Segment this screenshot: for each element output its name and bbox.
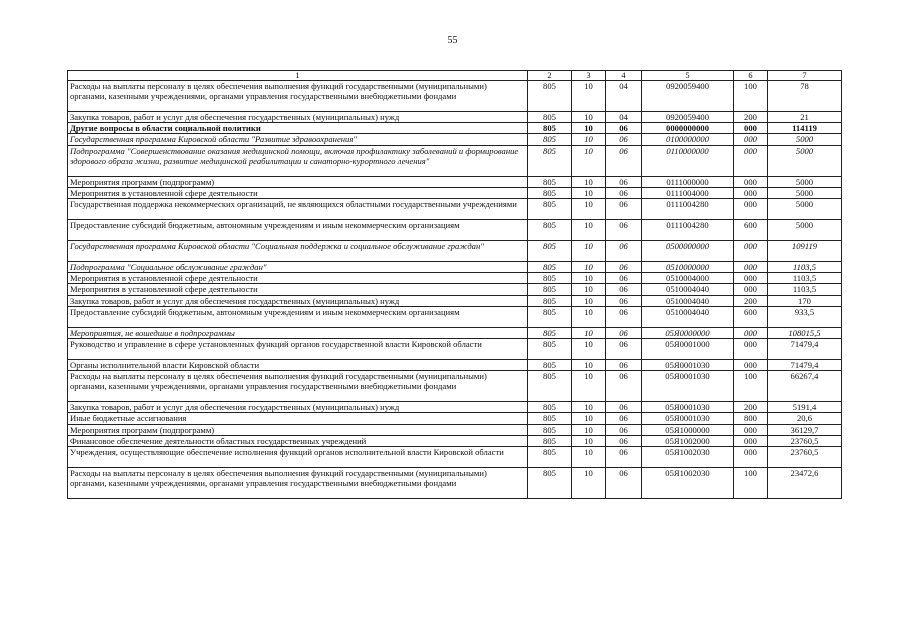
row-name-cell: Мероприятия программ (подпрограмм) bbox=[68, 424, 528, 435]
row-section-cell: 10 bbox=[572, 176, 606, 187]
row-name-cell: Подпрограмма "Совершенствование оказания медицинской помощи, включая профилактику заболеваний и формирование здорового образа жизни, развитие медицинской реабилитации и санаторно-курортного лечения" bbox=[68, 145, 528, 176]
row-name-cell: Учреждения, осуществляющие обеспечение исполнения функций органов исполнительной власти Кировской области bbox=[68, 447, 528, 468]
table-row bbox=[68, 176, 842, 187]
row-section-cell: 10 bbox=[572, 413, 606, 424]
row-target-article-cell: 0500000000 bbox=[642, 241, 734, 262]
row-target-article-cell: 05Я1002030 bbox=[642, 447, 734, 468]
row-section-cell: 10 bbox=[572, 241, 606, 262]
row-expense-type-cell: 100 bbox=[734, 81, 768, 112]
row-sum-cell: 36129,7 bbox=[768, 424, 842, 435]
row-name-cell: Подпрограмма "Социальное обслуживание граждан" bbox=[68, 262, 528, 273]
table-row bbox=[68, 199, 842, 220]
row-expense-type-cell: 200 bbox=[734, 402, 768, 413]
row-expense-type-cell: 100 bbox=[734, 468, 768, 499]
row-target-article-cell: 05Я1000000 bbox=[642, 424, 734, 435]
table-row bbox=[68, 284, 842, 295]
row-target-article-cell: 0510004000 bbox=[642, 273, 734, 284]
row-name-cell: Расходы на выплаты персоналу в целях обеспечения выполнения функций государственными (муниципальными) органами, казенными учреждениями, органами управления государственными внебюджетными фондами bbox=[68, 371, 528, 402]
column-header: 3 bbox=[572, 71, 606, 81]
row-subsection-cell: 04 bbox=[606, 112, 642, 123]
table-row bbox=[68, 402, 842, 413]
row-subsection-cell: 06 bbox=[606, 306, 642, 327]
row-section-cell: 10 bbox=[572, 199, 606, 220]
row-grbs-cell: 805 bbox=[528, 81, 572, 112]
row-section-cell: 10 bbox=[572, 134, 606, 145]
table-row bbox=[68, 327, 842, 338]
row-expense-type-cell: 200 bbox=[734, 295, 768, 306]
row-subsection-cell: 06 bbox=[606, 413, 642, 424]
row-subsection-cell: 06 bbox=[606, 402, 642, 413]
row-subsection-cell: 06 bbox=[606, 273, 642, 284]
row-sum-cell: 21 bbox=[768, 112, 842, 123]
row-subsection-cell: 06 bbox=[606, 360, 642, 371]
row-target-article-cell: 0110000000 bbox=[642, 145, 734, 176]
row-expense-type-cell: 000 bbox=[734, 360, 768, 371]
row-name-cell: Государственная поддержка некоммерческих организаций, не являющихся областными государственными учреждениями bbox=[68, 199, 528, 220]
row-target-article-cell: 05Я0001030 bbox=[642, 371, 734, 402]
row-grbs-cell: 805 bbox=[528, 112, 572, 123]
table-body bbox=[68, 81, 842, 499]
row-section-cell: 10 bbox=[572, 284, 606, 295]
row-subsection-cell: 06 bbox=[606, 199, 642, 220]
row-target-article-cell: 0920059400 bbox=[642, 81, 734, 112]
table-row bbox=[68, 435, 842, 446]
budget-table bbox=[67, 70, 842, 499]
row-sum-cell: 1103,5 bbox=[768, 273, 842, 284]
row-name-cell: Расходы на выплаты персоналу в целях обеспечения выполнения функций государственными (муниципальными) органами, казенными учреждениями, органами управления государственными внебюджетными фондами bbox=[68, 468, 528, 499]
row-section-cell: 10 bbox=[572, 295, 606, 306]
row-name-cell: Иные бюджетные ассигнования bbox=[68, 413, 528, 424]
row-target-article-cell: 0510004040 bbox=[642, 284, 734, 295]
row-grbs-cell: 805 bbox=[528, 199, 572, 220]
row-target-article-cell: 0510004040 bbox=[642, 306, 734, 327]
row-section-cell: 10 bbox=[572, 424, 606, 435]
row-grbs-cell: 805 bbox=[528, 241, 572, 262]
row-sum-cell: 170 bbox=[768, 295, 842, 306]
row-target-article-cell: 0111004280 bbox=[642, 199, 734, 220]
row-expense-type-cell: 000 bbox=[734, 339, 768, 360]
row-sum-cell: 933,5 bbox=[768, 306, 842, 327]
row-sum-cell: 23760,5 bbox=[768, 447, 842, 468]
row-sum-cell: 20,6 bbox=[768, 413, 842, 424]
table-row bbox=[68, 468, 842, 499]
table-header-row bbox=[68, 71, 842, 81]
row-grbs-cell: 805 bbox=[528, 145, 572, 176]
table-row bbox=[68, 187, 842, 198]
row-name-cell: Предоставление субсидий бюджетным, автономным учреждениям и иным некоммерческим организациям bbox=[68, 306, 528, 327]
row-subsection-cell: 06 bbox=[606, 284, 642, 295]
row-subsection-cell: 06 bbox=[606, 435, 642, 446]
row-grbs-cell: 805 bbox=[528, 306, 572, 327]
row-section-cell: 10 bbox=[572, 262, 606, 273]
table-row bbox=[68, 413, 842, 424]
row-grbs-cell: 805 bbox=[528, 327, 572, 338]
row-name-cell: Другие вопросы в области социальной политики bbox=[68, 123, 528, 134]
row-name-cell: Органы исполнительной власти Кировской области bbox=[68, 360, 528, 371]
row-grbs-cell: 805 bbox=[528, 468, 572, 499]
row-sum-cell: 109119 bbox=[768, 241, 842, 262]
row-section-cell: 10 bbox=[572, 220, 606, 241]
row-expense-type-cell: 200 bbox=[734, 112, 768, 123]
row-name-cell: Предоставление субсидий бюджетным, автономным учреждениям и иным некоммерческим организациям bbox=[68, 220, 528, 241]
row-section-cell: 10 bbox=[572, 306, 606, 327]
table-row bbox=[68, 123, 842, 134]
row-name-cell: Мероприятия, не вошедшие в подпрограммы bbox=[68, 327, 528, 338]
page-number: 55 bbox=[447, 35, 458, 46]
row-grbs-cell: 805 bbox=[528, 295, 572, 306]
row-target-article-cell: 05Я0001030 bbox=[642, 402, 734, 413]
row-grbs-cell: 805 bbox=[528, 447, 572, 468]
row-subsection-cell: 06 bbox=[606, 134, 642, 145]
row-section-cell: 10 bbox=[572, 402, 606, 413]
row-grbs-cell: 805 bbox=[528, 220, 572, 241]
row-sum-cell: 114119 bbox=[768, 123, 842, 134]
row-sum-cell: 5000 bbox=[768, 134, 842, 145]
row-subsection-cell: 06 bbox=[606, 123, 642, 134]
table-row bbox=[68, 241, 842, 262]
row-expense-type-cell: 000 bbox=[734, 241, 768, 262]
table-row bbox=[68, 447, 842, 468]
row-target-article-cell: 0111004280 bbox=[642, 220, 734, 241]
row-sum-cell: 71479,4 bbox=[768, 360, 842, 371]
row-section-cell: 10 bbox=[572, 339, 606, 360]
row-expense-type-cell: 000 bbox=[734, 262, 768, 273]
row-section-cell: 10 bbox=[572, 435, 606, 446]
table-row bbox=[68, 112, 842, 123]
row-section-cell: 10 bbox=[572, 112, 606, 123]
row-grbs-cell: 805 bbox=[528, 339, 572, 360]
row-grbs-cell: 805 bbox=[528, 176, 572, 187]
row-name-cell: Закупка товаров, работ и услуг для обеспечения государственных (муниципальных) нужд bbox=[68, 295, 528, 306]
column-header: 4 bbox=[606, 71, 642, 81]
row-expense-type-cell: 000 bbox=[734, 187, 768, 198]
row-target-article-cell: 0000000000 bbox=[642, 123, 734, 134]
row-subsection-cell: 06 bbox=[606, 468, 642, 499]
row-grbs-cell: 805 bbox=[528, 134, 572, 145]
row-sum-cell: 5000 bbox=[768, 187, 842, 198]
row-name-cell: Мероприятия программ (подпрограмм) bbox=[68, 176, 528, 187]
table-row bbox=[68, 81, 842, 112]
row-target-article-cell: 05Я0001000 bbox=[642, 339, 734, 360]
row-target-article-cell: 05Я0001030 bbox=[642, 360, 734, 371]
row-section-cell: 10 bbox=[572, 273, 606, 284]
table-row bbox=[68, 424, 842, 435]
row-expense-type-cell: 600 bbox=[734, 220, 768, 241]
row-target-article-cell: 0111000000 bbox=[642, 176, 734, 187]
row-grbs-cell: 805 bbox=[528, 273, 572, 284]
column-header: 5 bbox=[642, 71, 734, 81]
row-subsection-cell: 06 bbox=[606, 187, 642, 198]
row-expense-type-cell: 000 bbox=[734, 123, 768, 134]
row-name-cell: Государственная программа Кировской области "Развитие здравоохранения" bbox=[68, 134, 528, 145]
table-row bbox=[68, 371, 842, 402]
row-sum-cell: 5000 bbox=[768, 145, 842, 176]
row-grbs-cell: 805 bbox=[528, 284, 572, 295]
row-grbs-cell: 805 bbox=[528, 424, 572, 435]
row-target-article-cell: 0111004000 bbox=[642, 187, 734, 198]
row-sum-cell: 23760,5 bbox=[768, 435, 842, 446]
row-sum-cell: 23472,6 bbox=[768, 468, 842, 499]
row-target-article-cell: 05Я0001030 bbox=[642, 413, 734, 424]
row-expense-type-cell: 000 bbox=[734, 145, 768, 176]
table-row bbox=[68, 145, 842, 176]
row-target-article-cell: 05Я1002030 bbox=[642, 468, 734, 499]
row-section-cell: 10 bbox=[572, 447, 606, 468]
table-row bbox=[68, 262, 842, 273]
column-header: 6 bbox=[734, 71, 768, 81]
row-name-cell: Мероприятия в установленной сфере деятельности bbox=[68, 187, 528, 198]
row-expense-type-cell: 800 bbox=[734, 413, 768, 424]
row-expense-type-cell: 000 bbox=[734, 273, 768, 284]
row-expense-type-cell: 000 bbox=[734, 327, 768, 338]
row-subsection-cell: 06 bbox=[606, 327, 642, 338]
column-header: 1 bbox=[68, 71, 528, 81]
row-subsection-cell: 06 bbox=[606, 339, 642, 360]
row-grbs-cell: 805 bbox=[528, 435, 572, 446]
row-target-article-cell: 0100000000 bbox=[642, 134, 734, 145]
row-expense-type-cell: 000 bbox=[734, 176, 768, 187]
row-name-cell: Финансовое обеспечение деятельности областных государственных учреждений bbox=[68, 435, 528, 446]
row-target-article-cell: 0510000000 bbox=[642, 262, 734, 273]
row-grbs-cell: 805 bbox=[528, 262, 572, 273]
table-row bbox=[68, 134, 842, 145]
row-expense-type-cell: 000 bbox=[734, 199, 768, 220]
row-name-cell: Мероприятия в установленной сфере деятельности bbox=[68, 284, 528, 295]
table-row bbox=[68, 339, 842, 360]
row-expense-type-cell: 000 bbox=[734, 424, 768, 435]
row-target-article-cell: 0920059400 bbox=[642, 112, 734, 123]
row-name-cell: Мероприятия в установленной сфере деятельности bbox=[68, 273, 528, 284]
row-subsection-cell: 06 bbox=[606, 424, 642, 435]
row-section-cell: 10 bbox=[572, 327, 606, 338]
row-section-cell: 10 bbox=[572, 371, 606, 402]
row-sum-cell: 71479,4 bbox=[768, 339, 842, 360]
row-name-cell: Руководство и управление в сфере установленных функций органов государственной власти Кировской области bbox=[68, 339, 528, 360]
row-sum-cell: 5000 bbox=[768, 220, 842, 241]
row-section-cell: 10 bbox=[572, 360, 606, 371]
row-subsection-cell: 06 bbox=[606, 220, 642, 241]
row-sum-cell: 1103,5 bbox=[768, 284, 842, 295]
row-subsection-cell: 06 bbox=[606, 447, 642, 468]
row-section-cell: 10 bbox=[572, 468, 606, 499]
row-subsection-cell: 06 bbox=[606, 262, 642, 273]
row-section-cell: 10 bbox=[572, 123, 606, 134]
row-grbs-cell: 805 bbox=[528, 360, 572, 371]
row-name-cell: Закупка товаров, работ и услуг для обеспечения государственных (муниципальных) нужд bbox=[68, 112, 528, 123]
row-section-cell: 10 bbox=[572, 145, 606, 176]
row-expense-type-cell: 000 bbox=[734, 447, 768, 468]
table-row bbox=[68, 306, 842, 327]
table-row bbox=[68, 273, 842, 284]
row-subsection-cell: 06 bbox=[606, 145, 642, 176]
row-target-article-cell: 0510004040 bbox=[642, 295, 734, 306]
row-sum-cell: 5000 bbox=[768, 199, 842, 220]
row-name-cell: Закупка товаров, работ и услуг для обеспечения государственных (муниципальных) нужд bbox=[68, 402, 528, 413]
table-row bbox=[68, 220, 842, 241]
table-row bbox=[68, 295, 842, 306]
row-grbs-cell: 805 bbox=[528, 413, 572, 424]
row-expense-type-cell: 600 bbox=[734, 306, 768, 327]
table-row bbox=[68, 360, 842, 371]
row-subsection-cell: 06 bbox=[606, 371, 642, 402]
row-sum-cell: 108015,5 bbox=[768, 327, 842, 338]
column-header: 7 bbox=[768, 71, 842, 81]
row-expense-type-cell: 000 bbox=[734, 435, 768, 446]
row-sum-cell: 5191,4 bbox=[768, 402, 842, 413]
row-expense-type-cell: 000 bbox=[734, 284, 768, 295]
row-expense-type-cell: 100 bbox=[734, 371, 768, 402]
row-grbs-cell: 805 bbox=[528, 123, 572, 134]
row-grbs-cell: 805 bbox=[528, 187, 572, 198]
row-grbs-cell: 805 bbox=[528, 402, 572, 413]
row-name-cell: Расходы на выплаты персоналу в целях обеспечения выполнения функций государственными (муниципальными) органами, казенными учреждениями, органами управления государственными внебюджетными фондами bbox=[68, 81, 528, 112]
row-subsection-cell: 06 bbox=[606, 241, 642, 262]
row-subsection-cell: 04 bbox=[606, 81, 642, 112]
row-sum-cell: 1103,5 bbox=[768, 262, 842, 273]
row-section-cell: 10 bbox=[572, 187, 606, 198]
row-grbs-cell: 805 bbox=[528, 371, 572, 402]
row-subsection-cell: 06 bbox=[606, 295, 642, 306]
row-name-cell: Государственная программа Кировской области "Социальная поддержка и социальное обслуживание граждан" bbox=[68, 241, 528, 262]
row-subsection-cell: 06 bbox=[606, 176, 642, 187]
column-header: 2 bbox=[528, 71, 572, 81]
row-section-cell: 10 bbox=[572, 81, 606, 112]
row-sum-cell: 66267,4 bbox=[768, 371, 842, 402]
row-target-article-cell: 05Я0000000 bbox=[642, 327, 734, 338]
row-target-article-cell: 05Я1002000 bbox=[642, 435, 734, 446]
row-sum-cell: 5000 bbox=[768, 176, 842, 187]
row-sum-cell: 78 bbox=[768, 81, 842, 112]
row-expense-type-cell: 000 bbox=[734, 134, 768, 145]
